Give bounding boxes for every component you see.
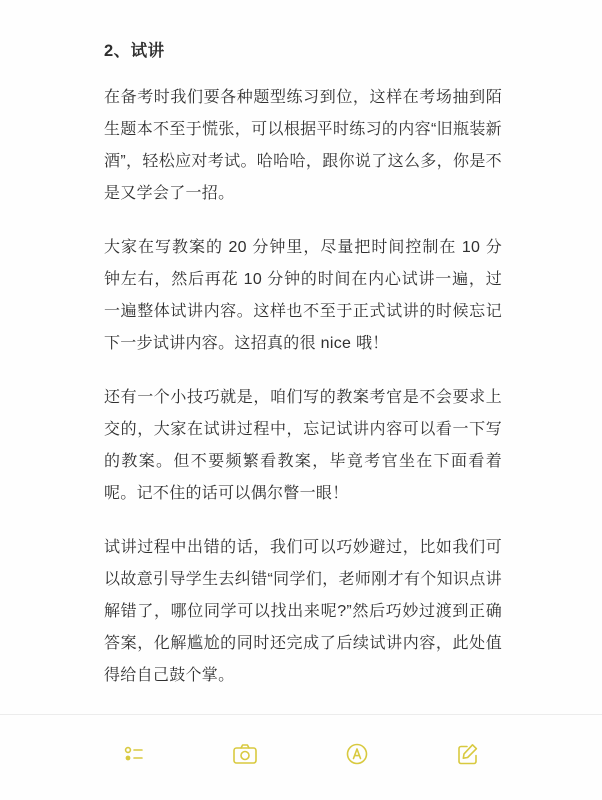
circle-a-icon-button[interactable] <box>337 734 377 774</box>
list-icon-button[interactable] <box>114 734 154 774</box>
paragraph-4: 试讲过程中出错的话，我们可以巧妙避过，比如我们可以故意引导学生去纠错“同学们，老师刚才有个知识点讲解错了，哪位同学可以找出来呢?”然后巧妙过渡到正确答案，化解尴尬的同时还完成了后续试讲内容，此处值得给自己鼓个掌。 <box>104 539 502 685</box>
compose-icon-button[interactable] <box>448 734 488 774</box>
paragraph-1: 在备考时我们要各种题型练习到位，这样在考场抽到陌生题本不至于慌张，可以根据平时练习的内容“旧瓶装新酒”，轻松应对考试。哈哈哈，跟你说了这么多，你是不是又学会了一招。 <box>104 89 502 203</box>
paragraph-2: 大家在写教案的 20 分钟里，尽量把时间控制在 10 分钟左右，然后再花 10 分钟的时间在内心试讲一遍，过一遍整体试讲内容。这样也不至于正式试讲的时候忘记下一步试讲内容。这招真的很 nice 哦！ <box>104 239 502 353</box>
compose-icon <box>455 741 481 767</box>
paragraph-3: 还有一个小技巧就是，咱们写的教案考官是不会要求上交的，大家在试讲过程中，忘记试讲内容可以看一下写的教案。但不要频繁看教案，毕竟考官坐在下面看着呢。记不住的话可以偶尔瞥一眼！ <box>104 389 502 503</box>
camera-icon-button[interactable] <box>225 734 265 774</box>
circle-a-icon <box>344 741 370 767</box>
section-title: 2、试讲 <box>104 42 165 60</box>
bottom-toolbar <box>0 714 602 800</box>
camera-icon <box>231 741 259 767</box>
list-icon <box>121 741 147 767</box>
